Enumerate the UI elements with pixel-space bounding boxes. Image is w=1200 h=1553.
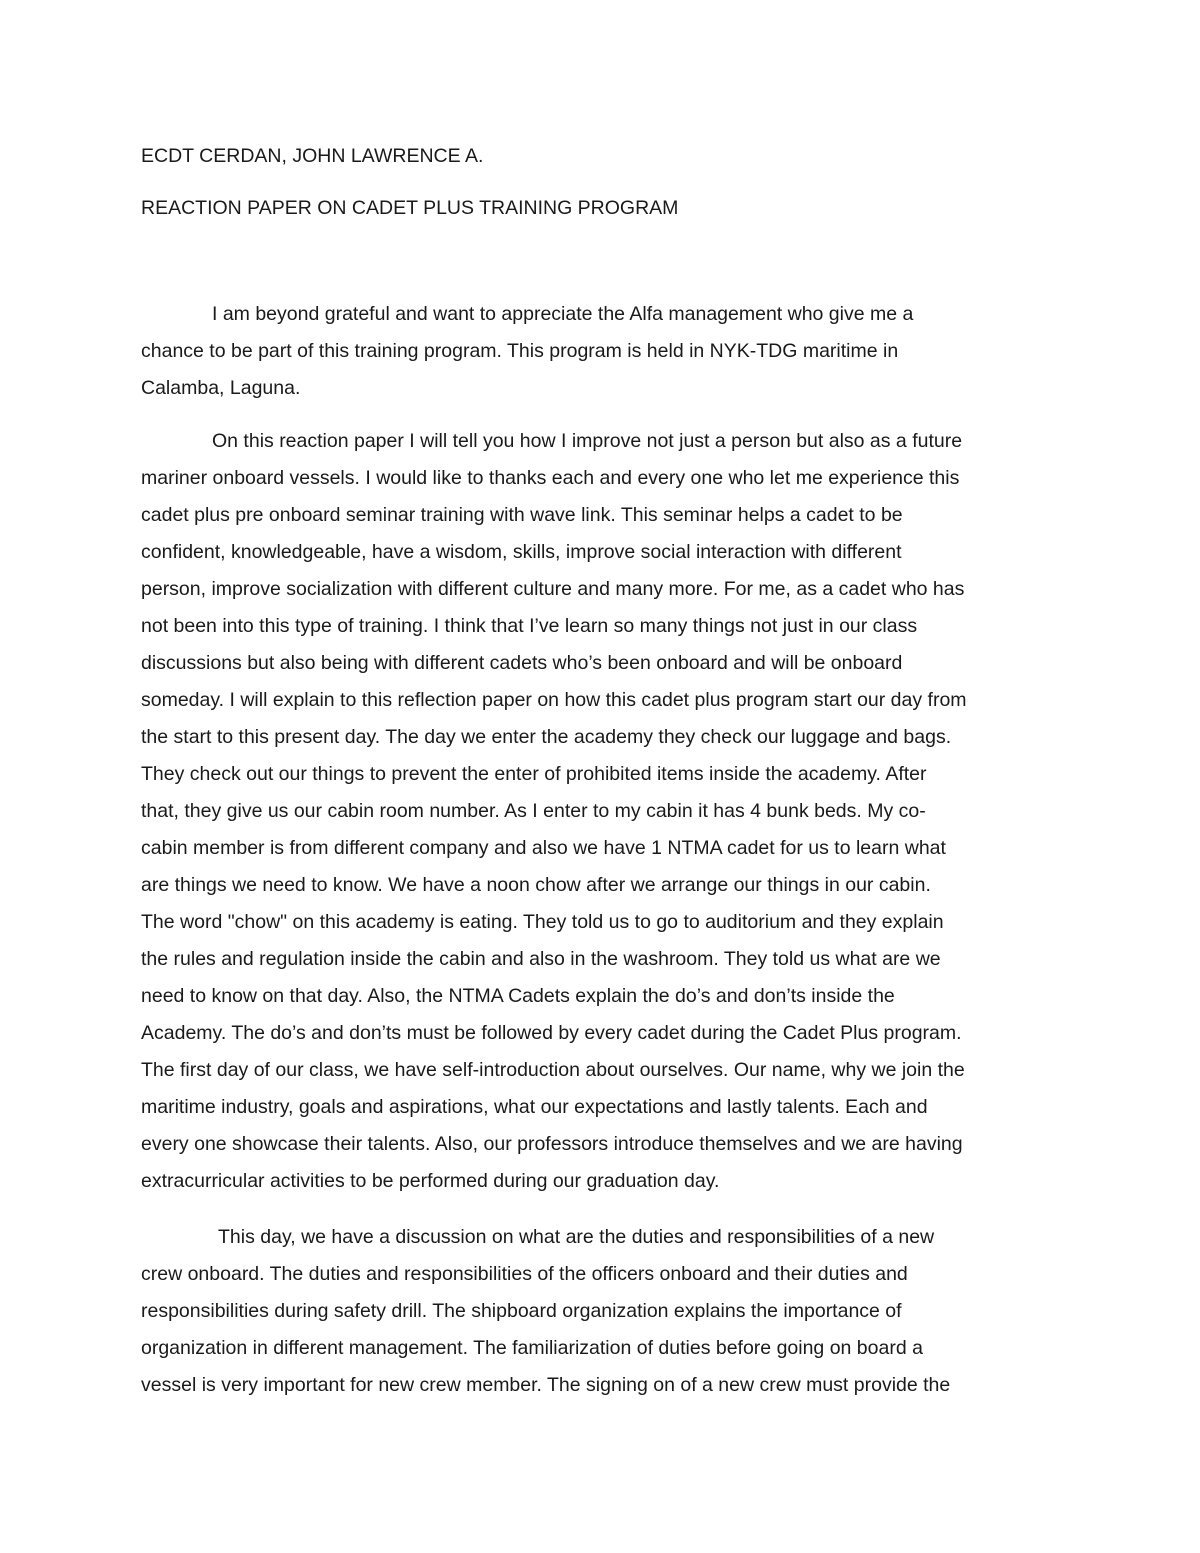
paragraph-line: organization in different management. The familiarization of duties before going on board a [141, 1337, 923, 1359]
paragraph-line: The first day of our class, we have self-introduction about ourselves. Our name, why we join the [141, 1059, 965, 1081]
paragraph-line: responsibilities during safety drill. The shipboard organization explains the importance of [141, 1300, 902, 1322]
paragraph-line: the start to this present day. The day we enter the academy they check our luggage and bags. [141, 726, 952, 748]
paragraph-line: need to know on that day. Also, the NTMA Cadets explain the do’s and don’ts inside the [141, 985, 895, 1007]
document-title: REACTION PAPER ON CADET PLUS TRAINING PROGRAM [141, 197, 679, 219]
paragraph-line: every one showcase their talents. Also, our professors introduce themselves and we are having [141, 1133, 963, 1155]
paragraph-line: This day, we have a discussion on what are the duties and responsibilities of a new [218, 1226, 935, 1248]
paragraph-line: the rules and regulation inside the cabin and also in the washroom. They told us what are we [141, 948, 941, 970]
author-name: ECDT CERDAN, JOHN LAWRENCE A. [141, 145, 484, 167]
paragraph-line: that, they give us our cabin room number. As I enter to my cabin it has 4 bunk beds. My co- [141, 800, 926, 822]
paragraph-line: mariner onboard vessels. I would like to thanks each and every one who let me experience this [141, 467, 960, 489]
paragraph-line: vessel is very important for new crew member. The signing on of a new crew must provide the [141, 1374, 951, 1396]
paragraph-line: are things we need to know. We have a noon chow after we arrange our things in our cabin. [141, 874, 931, 896]
paragraph-line: I am beyond grateful and want to appreciate the Alfa management who give me a [212, 303, 914, 325]
paragraph-line: crew onboard. The duties and responsibilities of the officers onboard and their duties and [141, 1263, 908, 1285]
paragraph-line: Calamba, Laguna. [141, 377, 301, 399]
paragraph-line: person, improve socialization with different culture and many more. For me, as a cadet who has [141, 578, 965, 600]
paragraph-line: maritime industry, goals and aspirations, what our expectations and lastly talents. Each and [141, 1096, 928, 1118]
paragraph-line: confident, knowledgeable, have a wisdom, skills, improve social interaction with different [141, 541, 902, 563]
paragraph-line: chance to be part of this training program. This program is held in NYK-TDG maritime in [141, 340, 899, 362]
paragraph-line: someday. I will explain to this reflection paper on how this cadet plus program start our day from [141, 689, 967, 711]
paragraph-line: The word "chow" on this academy is eating. They told us to go to auditorium and they explain [141, 911, 944, 933]
paragraph-line: cadet plus pre onboard seminar training with wave link. This seminar helps a cadet to be [141, 504, 903, 526]
paragraph-line: They check out our things to prevent the enter of prohibited items inside the academy. After [141, 763, 927, 785]
paragraph-line: extracurricular activities to be performed during our graduation day. [141, 1170, 720, 1192]
paragraph-line: On this reaction paper I will tell you how I improve not just a person but also as a future [212, 430, 963, 452]
paragraph-line: not been into this type of training. I think that I’ve learn so many things not just in our class [141, 615, 918, 637]
paragraph-line: cabin member is from different company and also we have 1 NTMA cadet for us to learn what [141, 837, 946, 859]
paragraph-line: discussions but also being with different cadets who’s been onboard and will be onboard [141, 652, 903, 674]
paragraph-line: Academy. The do’s and don’ts must be followed by every cadet during the Cadet Plus program. [141, 1022, 962, 1044]
